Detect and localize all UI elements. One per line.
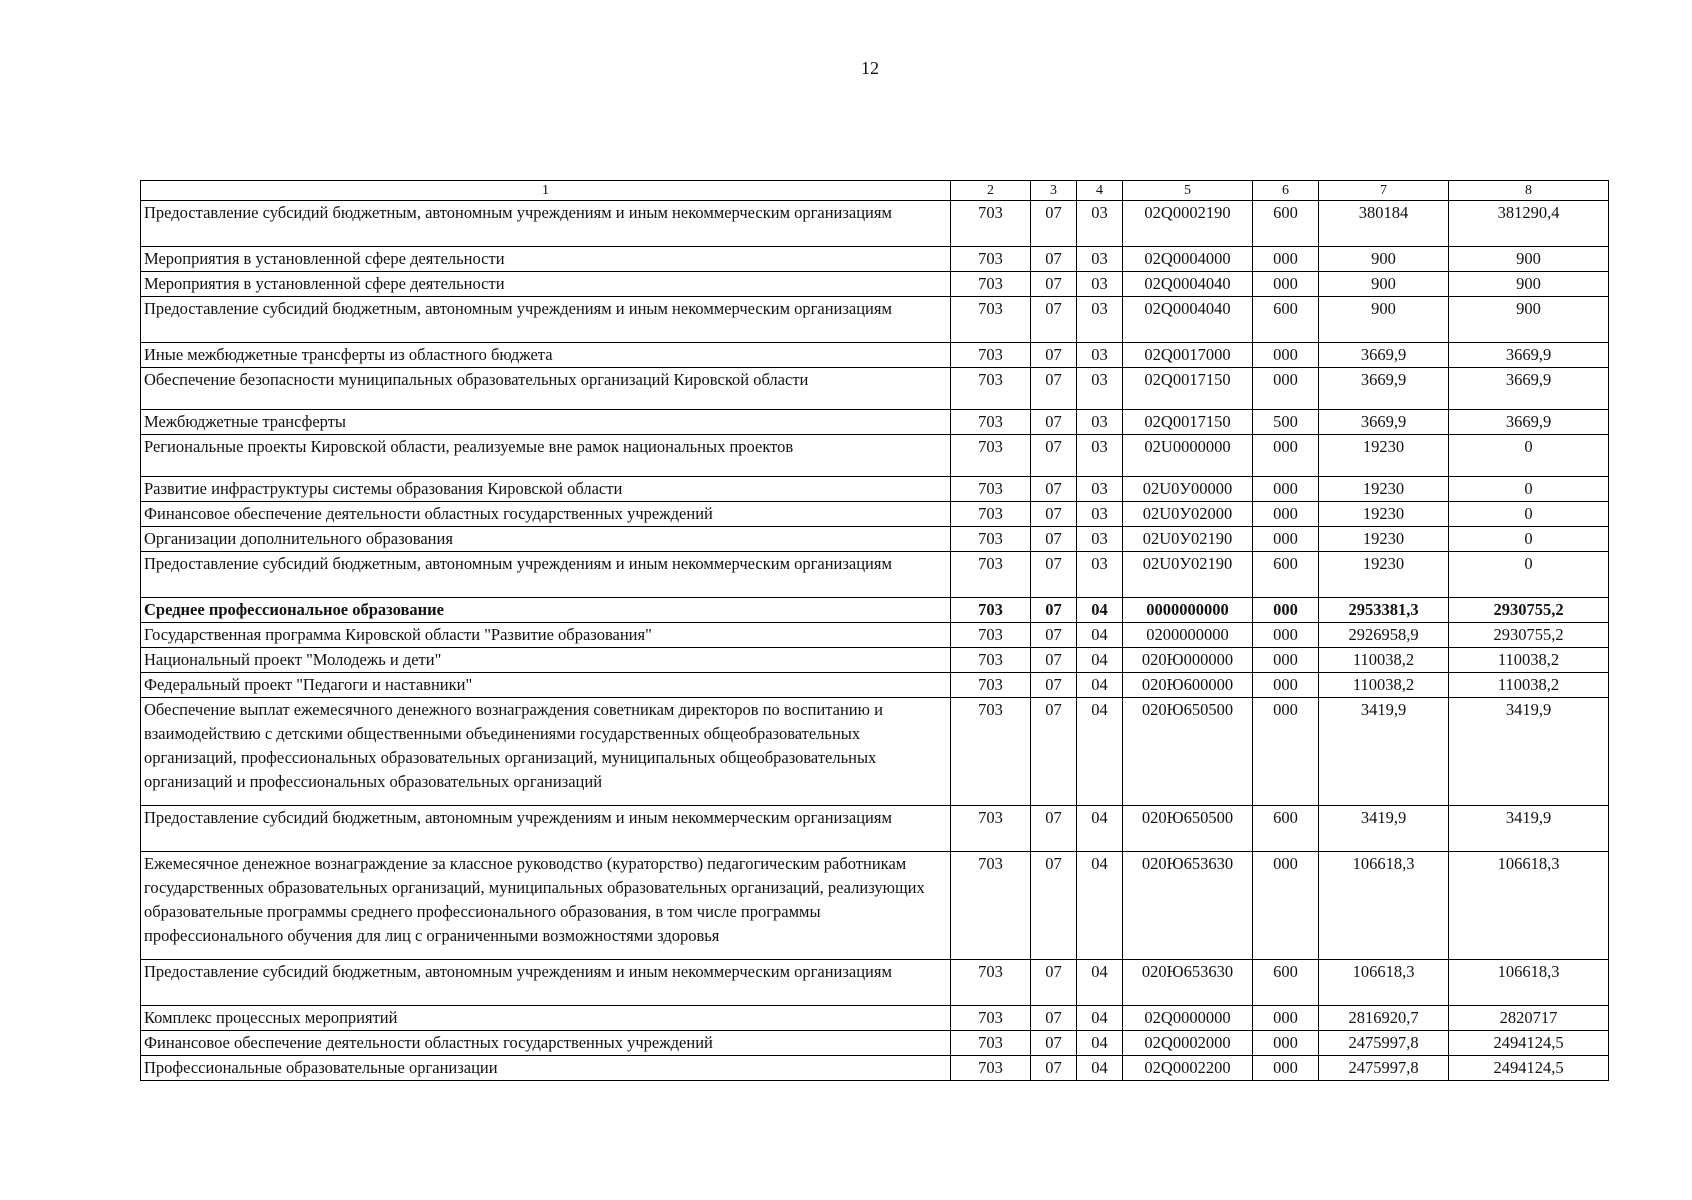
col-6-cell: 000	[1253, 272, 1319, 297]
col-2-cell: 703	[951, 201, 1031, 247]
col-7-cell: 2475997,8	[1319, 1031, 1449, 1056]
col-2-cell: 703	[951, 806, 1031, 852]
row-name: Федеральный проект "Педагоги и наставники"	[141, 673, 951, 698]
table-row	[141, 698, 1609, 806]
column-number-5: 5	[1123, 181, 1253, 201]
col-5-cell: 02Q0004040	[1123, 297, 1253, 343]
col-7-cell: 19230	[1319, 552, 1449, 598]
table-row	[141, 623, 1609, 648]
col-4-cell: 04	[1077, 1031, 1123, 1056]
col-3-cell: 07	[1031, 272, 1077, 297]
row-name: Межбюджетные трансферты	[141, 410, 951, 435]
col-8-cell: 3669,9	[1449, 368, 1609, 410]
col-6-cell: 600	[1253, 201, 1319, 247]
col-8-cell: 3419,9	[1449, 806, 1609, 852]
col-8-cell: 900	[1449, 297, 1609, 343]
col-8-cell: 3669,9	[1449, 343, 1609, 368]
col-8-cell: 110038,2	[1449, 648, 1609, 673]
col-6-cell: 000	[1253, 673, 1319, 698]
col-5-cell: 02U0У02190	[1123, 527, 1253, 552]
col-7-cell: 19230	[1319, 502, 1449, 527]
col-2-cell: 703	[951, 477, 1031, 502]
row-name: Профессиональные образовательные организации	[141, 1056, 951, 1081]
col-2-cell: 703	[951, 247, 1031, 272]
col-5-cell: 020Ю650500	[1123, 698, 1253, 806]
col-5-cell: 020Ю650500	[1123, 806, 1253, 852]
row-name: Национальный проект "Молодежь и дети"	[141, 648, 951, 673]
col-5-cell: 02Q0000000	[1123, 1006, 1253, 1031]
col-6-cell: 600	[1253, 552, 1319, 598]
col-8-cell: 381290,4	[1449, 201, 1609, 247]
row-name: Мероприятия в установленной сфере деятельности	[141, 247, 951, 272]
col-3-cell: 07	[1031, 368, 1077, 410]
table-row	[141, 247, 1609, 272]
col-5-cell: 02Q0002190	[1123, 201, 1253, 247]
table-row	[141, 410, 1609, 435]
col-3-cell: 07	[1031, 698, 1077, 806]
table-row	[141, 1056, 1609, 1081]
col-8-cell: 2494124,5	[1449, 1031, 1609, 1056]
col-5-cell: 02Q0004000	[1123, 247, 1253, 272]
col-6-cell: 000	[1253, 623, 1319, 648]
col-8-cell: 2820717	[1449, 1006, 1609, 1031]
col-6-cell: 600	[1253, 806, 1319, 852]
col-6-cell: 000	[1253, 368, 1319, 410]
table-row	[141, 1031, 1609, 1056]
col-7-cell: 900	[1319, 297, 1449, 343]
col-7-cell: 19230	[1319, 477, 1449, 502]
row-name: Иные межбюджетные трансферты из областного бюджета	[141, 343, 951, 368]
col-3-cell: 07	[1031, 1006, 1077, 1031]
col-7-cell: 3669,9	[1319, 343, 1449, 368]
col-5-cell: 02U0У00000	[1123, 477, 1253, 502]
col-4-cell: 03	[1077, 368, 1123, 410]
table-row	[141, 648, 1609, 673]
table-row	[141, 201, 1609, 247]
col-7-cell: 3669,9	[1319, 410, 1449, 435]
col-7-cell: 2475997,8	[1319, 1056, 1449, 1081]
table-row	[141, 272, 1609, 297]
col-2-cell: 703	[951, 272, 1031, 297]
row-name: Развитие инфраструктуры системы образования Кировской области	[141, 477, 951, 502]
row-name: Обеспечение безопасности муниципальных образовательных организаций Кировской области	[141, 368, 951, 410]
table-row	[141, 598, 1609, 623]
col-5-cell: 0000000000	[1123, 598, 1253, 623]
col-8-cell: 900	[1449, 247, 1609, 272]
table-row	[141, 1006, 1609, 1031]
col-7-cell: 3419,9	[1319, 806, 1449, 852]
col-4-cell: 03	[1077, 272, 1123, 297]
col-2-cell: 703	[951, 852, 1031, 960]
column-number-3: 3	[1031, 181, 1077, 201]
col-4-cell: 04	[1077, 1056, 1123, 1081]
column-number-8: 8	[1449, 181, 1609, 201]
col-5-cell: 020Ю653630	[1123, 960, 1253, 1006]
col-8-cell: 3419,9	[1449, 698, 1609, 806]
col-4-cell: 03	[1077, 297, 1123, 343]
col-3-cell: 07	[1031, 502, 1077, 527]
col-3-cell: 07	[1031, 1031, 1077, 1056]
column-number-1: 1	[141, 181, 951, 201]
table-row	[141, 852, 1609, 960]
table-row	[141, 960, 1609, 1006]
col-3-cell: 07	[1031, 552, 1077, 598]
col-7-cell: 106618,3	[1319, 960, 1449, 1006]
row-name: Государственная программа Кировской области "Развитие образования"	[141, 623, 951, 648]
col-7-cell: 2953381,3	[1319, 598, 1449, 623]
col-2-cell: 703	[951, 410, 1031, 435]
col-8-cell: 2930755,2	[1449, 623, 1609, 648]
col-7-cell: 380184	[1319, 201, 1449, 247]
page-number: 12	[861, 58, 879, 78]
col-6-cell: 000	[1253, 648, 1319, 673]
col-7-cell: 3669,9	[1319, 368, 1449, 410]
column-number-2: 2	[951, 181, 1031, 201]
table-row	[141, 435, 1609, 477]
table-row	[141, 502, 1609, 527]
table-row	[141, 673, 1609, 698]
col-7-cell: 900	[1319, 272, 1449, 297]
col-2-cell: 703	[951, 435, 1031, 477]
col-7-cell: 2816920,7	[1319, 1006, 1449, 1031]
col-2-cell: 703	[951, 297, 1031, 343]
col-4-cell: 03	[1077, 435, 1123, 477]
col-5-cell: 02Q0017150	[1123, 368, 1253, 410]
col-4-cell: 04	[1077, 852, 1123, 960]
col-4-cell: 04	[1077, 598, 1123, 623]
col-4-cell: 03	[1077, 201, 1123, 247]
col-2-cell: 703	[951, 960, 1031, 1006]
row-name: Финансовое обеспечение деятельности областных государственных учреждений	[141, 1031, 951, 1056]
row-name: Предоставление субсидий бюджетным, автономным учреждениям и иным некоммерческим организациям	[141, 806, 951, 852]
col-3-cell: 07	[1031, 247, 1077, 272]
col-8-cell: 0	[1449, 477, 1609, 502]
col-2-cell: 703	[951, 598, 1031, 623]
col-7-cell: 110038,2	[1319, 673, 1449, 698]
col-3-cell: 07	[1031, 477, 1077, 502]
column-number-4: 4	[1077, 181, 1123, 201]
col-5-cell: 02U0У02190	[1123, 552, 1253, 598]
col-2-cell: 703	[951, 343, 1031, 368]
row-name: Предоставление субсидий бюджетным, автономным учреждениям и иным некоммерческим организациям	[141, 960, 951, 1006]
col-3-cell: 07	[1031, 527, 1077, 552]
col-2-cell: 703	[951, 623, 1031, 648]
col-8-cell: 0	[1449, 502, 1609, 527]
col-8-cell: 106618,3	[1449, 852, 1609, 960]
col-7-cell: 19230	[1319, 527, 1449, 552]
col-4-cell: 03	[1077, 502, 1123, 527]
col-4-cell: 04	[1077, 673, 1123, 698]
col-5-cell: 02Q0002000	[1123, 1031, 1253, 1056]
col-4-cell: 03	[1077, 552, 1123, 598]
col-2-cell: 703	[951, 673, 1031, 698]
table-row	[141, 368, 1609, 410]
col-4-cell: 04	[1077, 1006, 1123, 1031]
col-6-cell: 000	[1253, 477, 1319, 502]
col-4-cell: 03	[1077, 343, 1123, 368]
col-4-cell: 04	[1077, 806, 1123, 852]
col-7-cell: 106618,3	[1319, 852, 1449, 960]
row-name: Комплекс процессных мероприятий	[141, 1006, 951, 1031]
col-5-cell: 020Ю600000	[1123, 673, 1253, 698]
col-8-cell: 2494124,5	[1449, 1056, 1609, 1081]
row-name: Региональные проекты Кировской области, реализуемые вне рамок национальных проектов	[141, 435, 951, 477]
column-number-6: 6	[1253, 181, 1319, 201]
row-name: Финансовое обеспечение деятельности областных государственных учреждений	[141, 502, 951, 527]
col-5-cell: 02Q0004040	[1123, 272, 1253, 297]
col-2-cell: 703	[951, 552, 1031, 598]
col-3-cell: 07	[1031, 297, 1077, 343]
col-3-cell: 07	[1031, 1056, 1077, 1081]
column-number-7: 7	[1319, 181, 1449, 201]
col-8-cell: 2930755,2	[1449, 598, 1609, 623]
col-8-cell: 106618,3	[1449, 960, 1609, 1006]
col-3-cell: 07	[1031, 648, 1077, 673]
col-5-cell: 020Ю000000	[1123, 648, 1253, 673]
col-6-cell: 000	[1253, 502, 1319, 527]
col-2-cell: 703	[951, 527, 1031, 552]
col-6-cell: 500	[1253, 410, 1319, 435]
col-7-cell: 110038,2	[1319, 648, 1449, 673]
col-2-cell: 703	[951, 1056, 1031, 1081]
col-8-cell: 110038,2	[1449, 673, 1609, 698]
col-6-cell: 000	[1253, 698, 1319, 806]
row-name: Предоставление субсидий бюджетным, автономным учреждениям и иным некоммерческим организациям	[141, 552, 951, 598]
table-row	[141, 527, 1609, 552]
col-7-cell: 900	[1319, 247, 1449, 272]
col-3-cell: 07	[1031, 201, 1077, 247]
col-6-cell: 000	[1253, 852, 1319, 960]
row-name: Ежемесячное денежное вознаграждение за классное руководство (кураторство) педагогическим работникам государственных образовательных организаций, муниципальных образовательных организаций, реализующих образовательные программы среднего профессионального образования, в том числе программы профессионального обучения для лиц с ограниченными возможностями здоровья	[141, 852, 951, 960]
table-row	[141, 477, 1609, 502]
col-2-cell: 703	[951, 648, 1031, 673]
row-name: Предоставление субсидий бюджетным, автономным учреждениям и иным некоммерческим организациям	[141, 297, 951, 343]
col-5-cell: 02Q0002200	[1123, 1056, 1253, 1081]
table-row	[141, 297, 1609, 343]
col-2-cell: 703	[951, 502, 1031, 527]
budget-table	[140, 180, 1609, 1081]
col-6-cell: 000	[1253, 247, 1319, 272]
col-4-cell: 04	[1077, 623, 1123, 648]
col-6-cell: 000	[1253, 1031, 1319, 1056]
col-5-cell: 0200000000	[1123, 623, 1253, 648]
col-8-cell: 3669,9	[1449, 410, 1609, 435]
table-row	[141, 343, 1609, 368]
row-name: Мероприятия в установленной сфере деятельности	[141, 272, 951, 297]
col-2-cell: 703	[951, 698, 1031, 806]
col-4-cell: 04	[1077, 648, 1123, 673]
col-7-cell: 3419,9	[1319, 698, 1449, 806]
col-3-cell: 07	[1031, 852, 1077, 960]
table-header-row	[141, 181, 1609, 201]
col-6-cell: 000	[1253, 343, 1319, 368]
col-3-cell: 07	[1031, 806, 1077, 852]
col-8-cell: 0	[1449, 527, 1609, 552]
col-3-cell: 07	[1031, 410, 1077, 435]
col-3-cell: 07	[1031, 673, 1077, 698]
row-name: Среднее профессиональное образование	[141, 598, 951, 623]
col-6-cell: 000	[1253, 1056, 1319, 1081]
col-4-cell: 04	[1077, 960, 1123, 1006]
col-3-cell: 07	[1031, 343, 1077, 368]
col-6-cell: 600	[1253, 297, 1319, 343]
col-8-cell: 0	[1449, 435, 1609, 477]
col-4-cell: 03	[1077, 247, 1123, 272]
col-8-cell: 0	[1449, 552, 1609, 598]
col-4-cell: 03	[1077, 410, 1123, 435]
row-name: Организации дополнительного образования	[141, 527, 951, 552]
col-5-cell: 02U0У02000	[1123, 502, 1253, 527]
table-row	[141, 552, 1609, 598]
col-4-cell: 04	[1077, 698, 1123, 806]
col-2-cell: 703	[951, 1031, 1031, 1056]
row-name: Предоставление субсидий бюджетным, автономным учреждениям и иным некоммерческим организациям	[141, 201, 951, 247]
table-row	[141, 806, 1609, 852]
row-name: Обеспечение выплат ежемесячного денежного вознаграждения советникам директоров по воспитанию и взаимодействию с детскими общественными объединениями государственных общеобразовательных организаций, профессиональных образовательных организаций, муниципальных общеобразовательных организаций и профессиональных образовательных организаций	[141, 698, 951, 806]
col-5-cell: 020Ю653630	[1123, 852, 1253, 960]
col-2-cell: 703	[951, 368, 1031, 410]
col-2-cell: 703	[951, 1006, 1031, 1031]
col-3-cell: 07	[1031, 435, 1077, 477]
col-6-cell: 000	[1253, 435, 1319, 477]
col-5-cell: 02Q0017150	[1123, 410, 1253, 435]
col-3-cell: 07	[1031, 598, 1077, 623]
col-5-cell: 02Q0017000	[1123, 343, 1253, 368]
col-7-cell: 2926958,9	[1319, 623, 1449, 648]
col-3-cell: 07	[1031, 623, 1077, 648]
col-6-cell: 000	[1253, 598, 1319, 623]
col-6-cell: 000	[1253, 527, 1319, 552]
col-3-cell: 07	[1031, 960, 1077, 1006]
col-8-cell: 900	[1449, 272, 1609, 297]
col-5-cell: 02U0000000	[1123, 435, 1253, 477]
col-4-cell: 03	[1077, 477, 1123, 502]
col-7-cell: 19230	[1319, 435, 1449, 477]
col-6-cell: 600	[1253, 960, 1319, 1006]
col-6-cell: 000	[1253, 1006, 1319, 1031]
col-4-cell: 03	[1077, 527, 1123, 552]
